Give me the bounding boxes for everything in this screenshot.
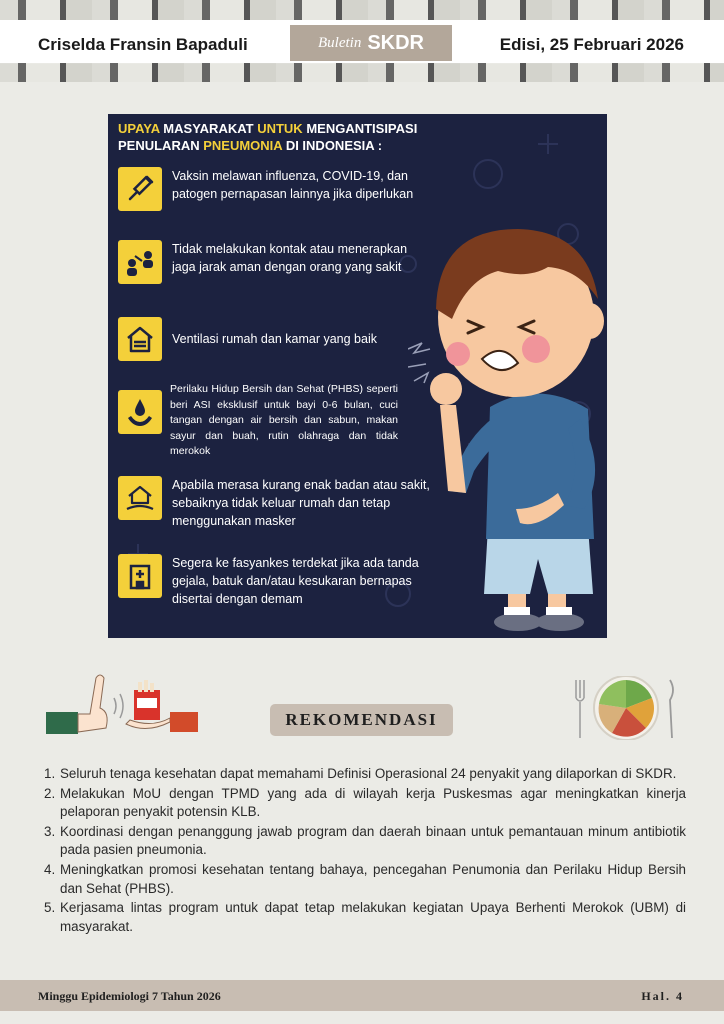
recommendation-list: [44, 765, 686, 937]
edition-date: Edisi, 25 Februari 2026: [499, 35, 684, 54]
title-part: UNTUK: [257, 121, 303, 136]
phbs-text: Perilaku Hidup Bersih dan Sehat (PHBS) seperti beri ASI eksklusif untuk bayi 0-6 bulan, cuci tangan dengan air bersih dan sabun, makan sayur dan buah, rutin olahraga dan tidak merokok: [170, 383, 398, 457]
page-number: Hal. 4: [641, 989, 684, 1003]
bulletin-logo: [290, 25, 452, 61]
syringe-icon: [118, 167, 162, 211]
infographic-title: [118, 120, 438, 154]
logo-bold-text: SKDR: [367, 31, 424, 54]
stay-home-icon: [118, 476, 162, 520]
title-part: PNEUMONIA: [203, 138, 283, 153]
header-photo-strip-bottom: [0, 63, 724, 82]
item-text: Seluruh tenaga kesehatan dapat memahami Definisi Operasional 24 penyakit yang dilaporkan di SKDR.: [60, 766, 677, 781]
house-ventilation-icon: [118, 317, 162, 361]
item-text: Koordinasi dengan penanggung jawab program dan daerah binaan untuk pemantauan minum antibiotik pada pasien pneumonia.: [60, 823, 686, 858]
recommendation-item: [44, 785, 686, 822]
tip-text: Apabila merasa kurang enak badan atau sakit, sebaiknya tidak keluar rumah dan tetap menggunakan masker: [172, 478, 430, 528]
author-name: Criselda Fransin Bapaduli: [38, 35, 248, 54]
item-number: 3.: [44, 823, 56, 839]
handwash-icon: [118, 390, 162, 434]
item-number: 4.: [44, 861, 56, 877]
no-smoking-illustration: [46, 672, 200, 736]
item-text: Kerjasama lintas program untuk dapat tetap melakukan kegiatan Upaya Berhenti Merokok (UBM) di masyarakat.: [60, 900, 686, 934]
item-number: 2.: [44, 785, 56, 801]
recommendation-item: [44, 823, 686, 860]
title-part: MASYARAKAT: [159, 121, 258, 136]
item-text: Meningkatkan promosi kesehatan tentang bahaya, pencegahan Penumonia dan Perilaku Hidup Bersih dan Sehat (PHBS).: [60, 861, 686, 896]
footer-epi-week: Minggu Epidemiologi 7 Tahun 2026: [38, 989, 221, 1003]
healthy-food-plate-illustration: [572, 676, 682, 740]
title-part: UPAYA: [118, 121, 160, 136]
hospital-icon: [118, 554, 162, 598]
header-photo-strip: [0, 0, 724, 20]
tip-text: Tidak melakukan kontak atau menerapkan jaga jarak aman dengan orang yang sakit: [172, 242, 408, 274]
item-number: 5.: [44, 900, 56, 916]
recommendation-item: [44, 765, 686, 784]
coughing-boy-illustration: [408, 209, 607, 634]
distance-icon: [118, 240, 162, 284]
recommendation-item: [44, 861, 686, 898]
recommendation-item: [44, 899, 686, 936]
tip-text: Segera ke fasyankes terdekat jika ada tanda gejala, batuk dan/atau kesukaran bernapas disertai dengan demam: [172, 556, 419, 606]
title-part: MENGANTISIPASI: [302, 121, 418, 136]
page-footer: [0, 980, 724, 1011]
pneumonia-prevention-infographic: [108, 114, 607, 638]
logo-italic-text: Buletin: [318, 34, 362, 51]
rekomendasi-heading: REKOMENDASI: [270, 704, 453, 736]
title-part: PENULARAN: [118, 138, 204, 153]
item-number: 1.: [44, 766, 56, 781]
item-text: Melakukan MoU dengan TPMD yang ada di wilayah kerja Puskesmas agar meningkatkan kinerja pelaporan penyakit potensin KLB.: [60, 785, 686, 820]
tip-text: Vaksin melawan influenza, COVID-19, dan patogen pernapasan lainnya jika diperlukan: [172, 169, 414, 201]
title-part: DI INDONESIA :: [282, 138, 383, 153]
tip-text: Ventilasi rumah dan kamar yang baik: [172, 332, 377, 346]
